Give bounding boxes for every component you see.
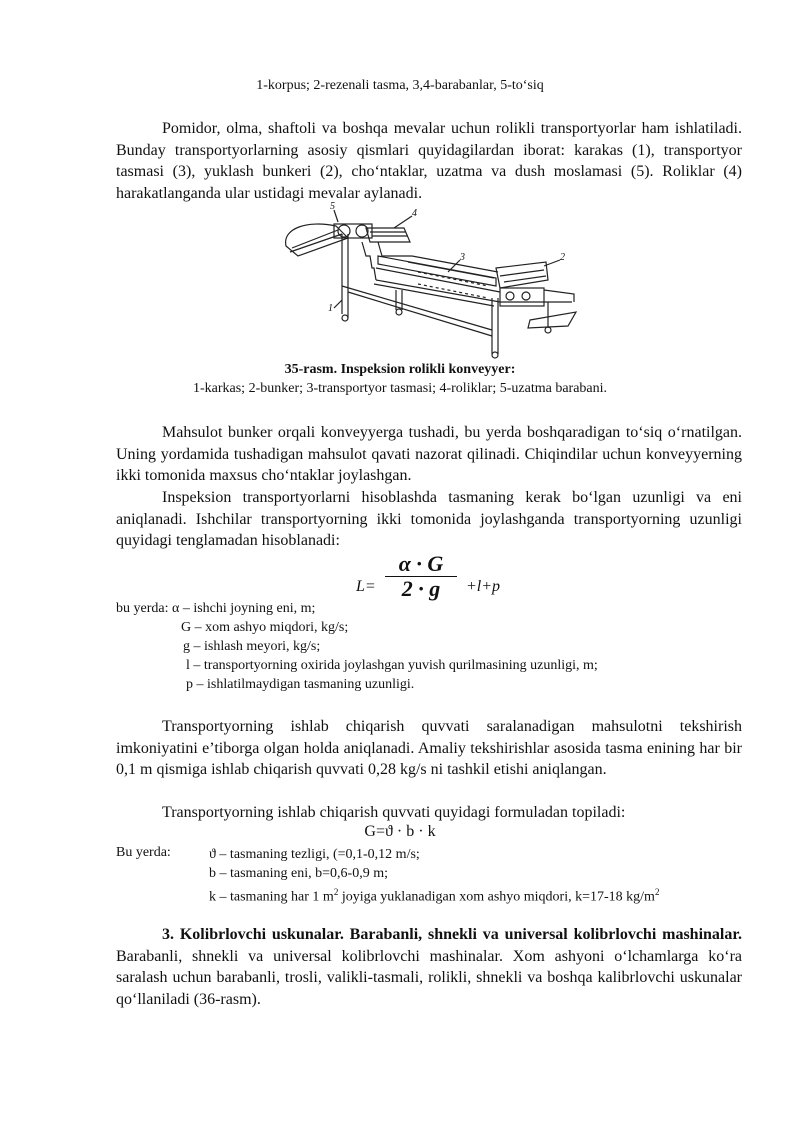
legend-line-k [209, 883, 659, 907]
legend-k-text: k – tasmaning har 1 m [209, 889, 334, 905]
paragraph-kolibrlovchi [116, 924, 742, 1010]
figure-title: 35-rasm. Inspeksion rolikli konveyyer: [284, 362, 516, 377]
figure-label-1: 1 [328, 303, 333, 314]
legend-line: g – ishlash meyori, kg/s; [183, 639, 321, 654]
paragraph-text: Pomidor, olma, shaftoli va boshqa mevalar uchun rolikli transportyorlar ham ishlatiladi. Bunday transportyorlarning asosiy qismlari quyidagilardan iborat: karakas (1), transportyor tasmasi (3), yuklash bunkeri (2), cho‘ntaklar, uzatma va dush moslamasi (5). Roliklar (4) harakatlanganda ular ustidagi mevalar aylanadi. [116, 120, 742, 202]
legend-k-rest: joyiga yuklanadigan xom ashyo miqdori, k=17-18 kg/m [338, 889, 655, 905]
paragraph-formula-intro [116, 802, 742, 824]
superscript: 2 [333, 887, 339, 897]
superscript: 2 [654, 887, 660, 897]
figure-label-5: 5 [330, 201, 335, 212]
paragraph-ishlab-chiqarish [116, 716, 742, 781]
figure-subtitle: 1-karkas; 2-bunker; 3-transportyor tasmasi; 4-roliklar; 5-uzatma barabani. [192, 381, 608, 396]
paragraph-text: Transportyorning ishlab chiqarish quvvati saralanadigan mahsulotni tekshirish imkoniyatini e’tiborga olgan holda aniqlanadi. Amaliy tekshirishlar asosida tasma enining har bir 0,1 m qismiga ishlab chiqarish quvvati 0,28 kg/s ni tashkil etishi aniqlangan. [116, 718, 742, 778]
figure-label-2: 2 [560, 252, 565, 263]
legend-line: G – xom ashyo miqdori, kg/s; [181, 620, 349, 635]
figure-label-4: 4 [412, 208, 417, 219]
formula-numerator: α · G [398, 551, 444, 576]
formula-fraction [383, 552, 459, 601]
inspection-roller-conveyor-figure [278, 198, 580, 360]
figure-label-3: 3 [460, 252, 465, 263]
paragraph-rolikli-transportyorlar [116, 118, 742, 204]
paragraph-text: Barabanli, shnekli va universal kolibrlovchi mashinalar. Xom ashyoni o‘lchamlarga ko‘ra saralash uchun barabanli, trosli, valikli-tasmali, rolikli, shnekli va boshqa kalibrlovchi uskunalar qo‘llaniladi (36-rasm). [116, 947, 742, 1008]
formula-denominator: 2 · g [401, 576, 441, 601]
paragraph-inspeksion-hisoblash [116, 487, 742, 552]
paragraph-text: Mahsulot bunker orqali konveyyerga tushadi, bu yerda boshqaradigan to‘siq o‘rnatilgan. Uning yordamida tushadigan mahsulot qavati nazorat qilinadi. Chiqindilar uchun konveyyerning ikki tomonida maxsus cho‘ntaklar joylashgan. [116, 424, 742, 484]
paragraph-text: Transportyorning ishlab chiqarish quvvati quyidagi formuladan topiladi: [162, 804, 626, 821]
length-formula [356, 552, 536, 602]
capacity-formula: G=ϑ · b · k [364, 823, 436, 840]
legend-line: ϑ – tasmaning tezligi, (=0,1-0,12 m/s; [209, 847, 420, 862]
paragraph-text: Inspeksion transportyorlarni hisoblashda tasmaning kerak bo‘lgan uzunligi va eni aniqlanadi. Ishchilar transportyorning ikki tomonida joylashganda transportyorning uzunligi quyidagi tenglamadan hisoblanadi: [116, 489, 742, 549]
legend-line: p – ishlatilmaydigan tasmaning uzunligi. [186, 677, 415, 692]
formula-lhs: L= [356, 578, 376, 595]
formula-rhs: +l+p [466, 578, 501, 595]
legend-prefix: Bu yerda: [116, 845, 171, 860]
paragraph-mahsulot-bunker [116, 422, 742, 487]
legend-line: bu yerda: α – ishchi joyning eni, m; [116, 601, 316, 616]
section-heading: 3. Kolibrlovchi uskunalar. Barabanli, shnekli va universal kolibrlovchi mashinalar. [162, 926, 742, 943]
legend-line: b – tasmaning eni, b=0,6-0,9 m; [209, 866, 388, 881]
legend-line: l – transportyorning oxirida joylashgan yuvish qurilmasining uzunligi, m; [186, 658, 598, 673]
top-caption: 1-korpus; 2-rezenali tasma, 3,4-barabanlar, 5-to‘siq [256, 78, 544, 93]
